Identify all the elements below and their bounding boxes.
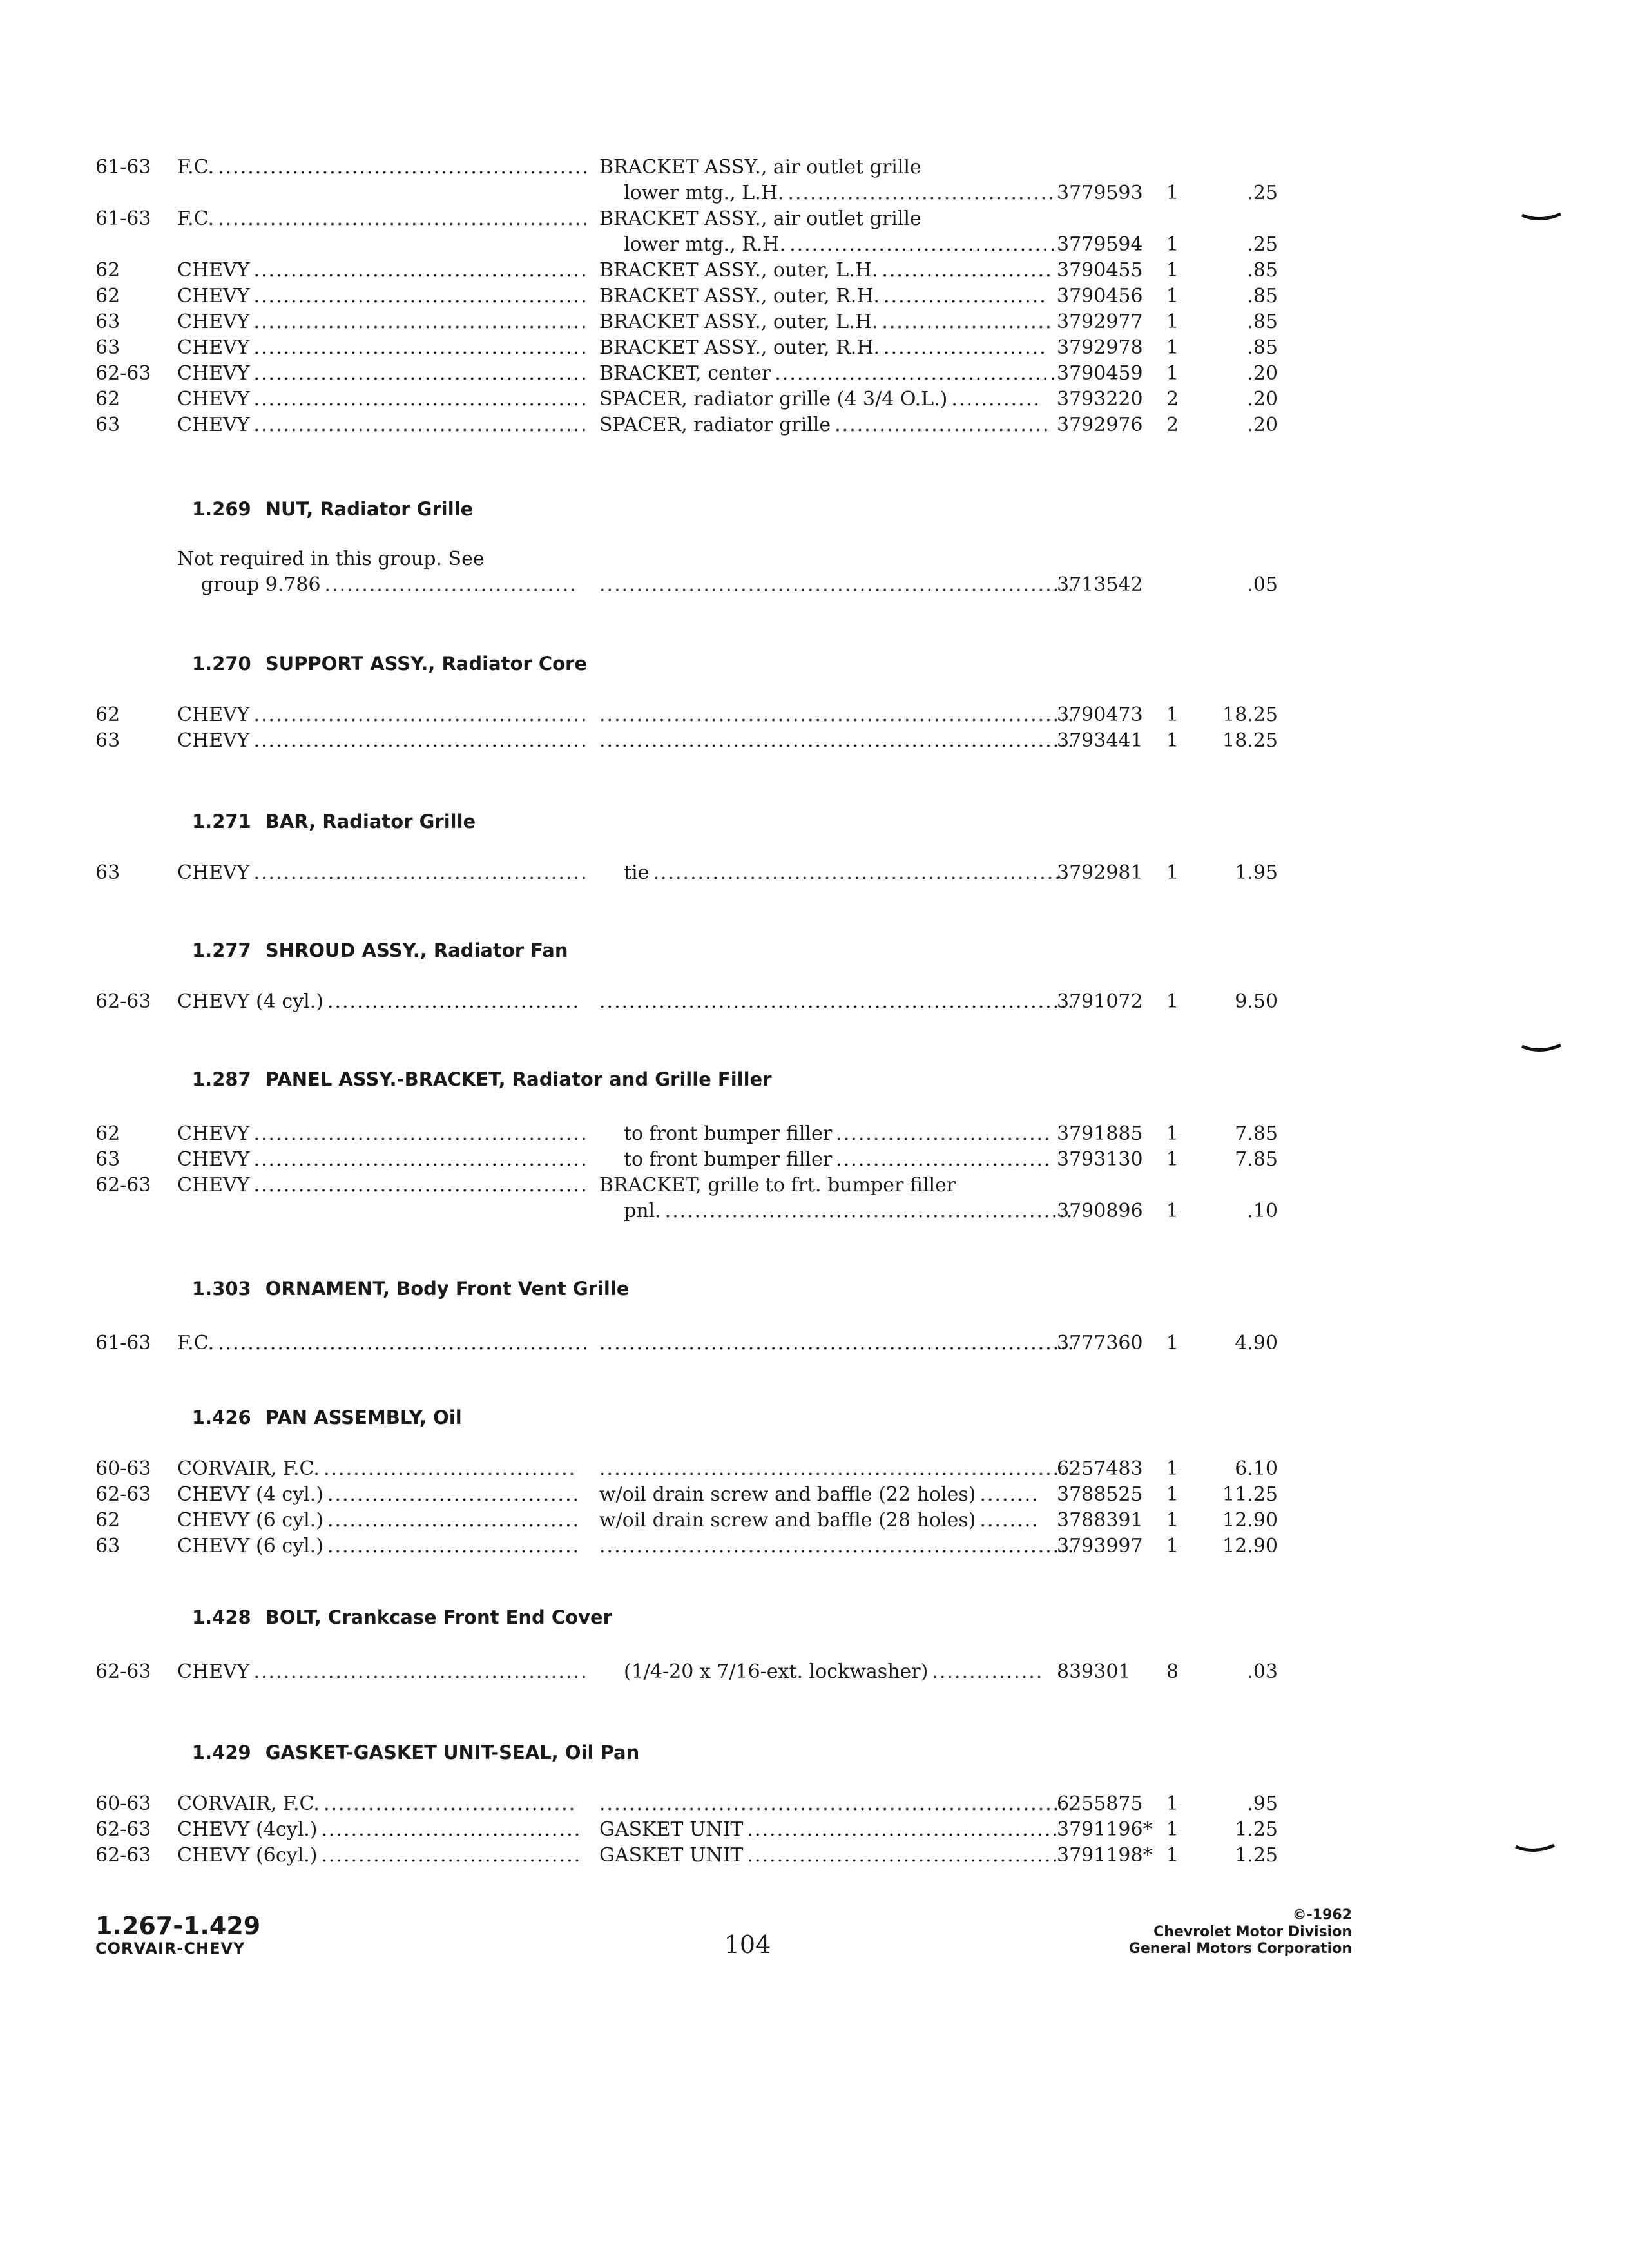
model-cell: CHEVY	[177, 1122, 250, 1145]
leader-dots: ..................................	[327, 1483, 581, 1506]
leader-dots: .............................................	[253, 1148, 588, 1171]
description-cell: SPACER, radiator grille	[599, 414, 831, 436]
table-row	[0, 546, 1629, 572]
section-number: 1.426	[192, 1407, 251, 1428]
part-number-cell: 6257483	[1057, 1457, 1143, 1480]
leader-dots: ......................	[883, 285, 1047, 307]
price-cell: 11.25	[1222, 1483, 1278, 1506]
leader-dots: ..................................................	[218, 207, 590, 230]
part-number-cell: 3779594	[1057, 233, 1143, 256]
price-cell: .25	[1247, 233, 1278, 256]
table-row	[0, 1482, 1629, 1508]
section-title: SHROUD ASSY., Radiator Fan	[265, 939, 568, 961]
model-cell: CHEVY	[177, 704, 250, 726]
section-number: 1.270	[192, 653, 251, 675]
model-cell: CHEVY	[177, 362, 250, 385]
table-row	[0, 1659, 1629, 1685]
quantity-cell: 1	[1166, 729, 1179, 752]
price-cell: 18.25	[1222, 729, 1278, 752]
part-number-cell: 3790896	[1057, 1200, 1143, 1222]
table-row	[0, 232, 1629, 258]
model-cell: F.C.	[177, 207, 215, 230]
section-number: 1.429	[192, 1742, 251, 1763]
year-cell: 62-63	[95, 1844, 151, 1867]
table-row	[0, 1791, 1629, 1817]
leader-dots: ................................................................	[599, 729, 1075, 752]
leader-dots: .............................	[834, 414, 1050, 436]
section-number: 1.428	[192, 1606, 251, 1628]
description-cell: BRACKET ASSY., outer, R.H.	[599, 285, 880, 307]
leader-dots: .......................	[882, 311, 1053, 333]
price-cell: 1.95	[1235, 861, 1278, 884]
part-number-cell: 3790459	[1057, 362, 1143, 385]
section-title: NUT, Radiator Grille	[265, 498, 474, 520]
leader-dots: ........	[979, 1509, 1039, 1532]
part-number-cell: 3793441	[1057, 729, 1143, 752]
table-row	[0, 387, 1629, 412]
price-cell: 4.90	[1235, 1332, 1278, 1354]
part-number-cell: 3790456	[1057, 285, 1143, 307]
price-cell: .03	[1247, 1660, 1278, 1683]
leader-dots: ..................................	[327, 1509, 581, 1532]
description-cell: BRACKET ASSY., outer, L.H.	[599, 259, 878, 282]
table-row	[0, 1456, 1629, 1482]
quantity-cell: 1	[1166, 1148, 1179, 1171]
part-number-cell: 3791072	[1057, 990, 1143, 1013]
section-title: BAR, Radiator Grille	[265, 811, 476, 832]
section-heading	[192, 1405, 462, 1430]
quantity-cell: 1	[1166, 1483, 1179, 1506]
model-cell: CHEVY	[177, 729, 250, 752]
description-cell: pnl.	[624, 1200, 661, 1222]
description-cell: lower mtg., L.H.	[624, 182, 784, 204]
quantity-cell: 1	[1166, 861, 1179, 884]
year-cell: 62-63	[95, 1174, 151, 1196]
year-cell: 60-63	[95, 1457, 151, 1480]
description-cell: w/oil drain screw and baffle (22 holes)	[599, 1483, 976, 1506]
section-title: BOLT, Crankcase Front End Cover	[265, 1606, 612, 1628]
leader-dots: ......................................	[775, 362, 1057, 385]
price-cell: .85	[1247, 285, 1278, 307]
year-cell: 63	[95, 414, 120, 436]
leader-dots: .............................................	[253, 336, 588, 359]
part-number-cell: 3788391	[1057, 1509, 1143, 1532]
table-row	[0, 572, 1629, 598]
table-row	[0, 206, 1629, 232]
price-cell: 7.85	[1235, 1122, 1278, 1145]
description-cell: (1/4-20 x 7/16-ext. lockwasher)	[624, 1660, 929, 1683]
part-number-cell: 3793130	[1057, 1148, 1143, 1171]
leader-dots: ..................................	[323, 1792, 577, 1815]
price-cell: .85	[1247, 336, 1278, 359]
table-row	[0, 284, 1629, 309]
model-cell: CHEVY (6 cyl.)	[177, 1509, 323, 1532]
section-heading	[192, 651, 587, 677]
section-heading	[192, 1604, 612, 1630]
margin-mark-icon	[1514, 1844, 1556, 1856]
model-cell: CORVAIR, F.C.	[177, 1792, 320, 1815]
price-cell: .20	[1247, 388, 1278, 410]
table-row	[0, 1331, 1629, 1356]
quantity-cell: 2	[1166, 414, 1179, 436]
part-number-cell: 3791885	[1057, 1122, 1143, 1145]
model-cell: CHEVY	[177, 336, 250, 359]
leader-dots: ...............	[932, 1660, 1044, 1683]
part-number-cell: 3792981	[1057, 861, 1143, 884]
year-cell: 63	[95, 1535, 120, 1557]
year-cell: 62	[95, 285, 120, 307]
quantity-cell: 1	[1166, 362, 1179, 385]
page-number: 104	[724, 1930, 771, 1959]
table-row	[0, 155, 1629, 180]
table-row	[0, 702, 1629, 728]
leader-dots: .............................................	[253, 388, 588, 410]
section-title: ORNAMENT, Body Front Vent Grille	[265, 1278, 630, 1300]
year-cell: 62-63	[95, 990, 151, 1013]
quantity-cell: 1	[1166, 1332, 1179, 1354]
part-number-cell: 3777360	[1057, 1332, 1143, 1354]
table-row	[0, 180, 1629, 206]
price-cell: .20	[1247, 362, 1278, 385]
description-cell: to front bumper filler	[624, 1122, 833, 1145]
description-cell: GASKET UNIT	[599, 1818, 744, 1841]
description-cell: w/oil drain screw and baffle (28 holes)	[599, 1509, 976, 1532]
quantity-cell: 1	[1166, 704, 1179, 726]
table-row	[0, 361, 1629, 387]
leader-dots: .............................................	[253, 285, 588, 307]
leader-dots: ..................................	[324, 573, 577, 596]
year-cell: 62	[95, 259, 120, 282]
year-cell: 62-63	[95, 362, 151, 385]
section-heading	[192, 1276, 629, 1302]
year-cell: 62	[95, 1122, 120, 1145]
price-cell: .10	[1247, 1200, 1278, 1222]
price-cell: 1.25	[1235, 1844, 1278, 1867]
price-cell: .85	[1247, 311, 1278, 333]
section-number: 1.277	[192, 939, 251, 961]
leader-dots: ........................................................	[653, 861, 1070, 884]
table-row	[0, 309, 1629, 335]
quantity-cell: 1	[1166, 1457, 1179, 1480]
leader-dots: ............	[951, 388, 1041, 410]
table-row	[0, 860, 1629, 886]
model-cell: CHEVY (6cyl.)	[177, 1844, 318, 1867]
quantity-cell: 1	[1166, 233, 1179, 256]
year-cell: 61-63	[95, 1332, 151, 1354]
model-cell: CHEVY (4 cyl.)	[177, 990, 323, 1013]
part-number-cell: 3790473	[1057, 704, 1143, 726]
table-row	[0, 258, 1629, 284]
price-cell: .85	[1247, 259, 1278, 282]
leader-dots: ....................................	[787, 182, 1055, 204]
model-cell: CHEVY (4 cyl.)	[177, 1483, 323, 1506]
table-row	[0, 1817, 1629, 1843]
table-row	[0, 412, 1629, 438]
year-cell: 62	[95, 1509, 120, 1532]
part-number-cell: 3793997	[1057, 1535, 1143, 1557]
description-cell: lower mtg., R.H.	[624, 233, 786, 256]
year-cell: 61-63	[95, 207, 151, 230]
description-cell: tie	[624, 861, 650, 884]
leader-dots: ................................................................	[599, 573, 1075, 596]
year-cell: 62	[95, 704, 120, 726]
table-row	[0, 1533, 1629, 1559]
table-row	[0, 989, 1629, 1015]
section-heading	[192, 496, 473, 522]
section-title: SUPPORT ASSY., Radiator Core	[265, 653, 588, 675]
section-number: 1.269	[192, 498, 251, 520]
year-cell: 63	[95, 729, 120, 752]
leader-dots: ...................................	[321, 1818, 582, 1841]
year-cell: 60-63	[95, 1792, 151, 1815]
quantity-cell: 1	[1166, 285, 1179, 307]
part-number-cell: 3713542	[1057, 573, 1143, 596]
quantity-cell: 1	[1166, 990, 1179, 1013]
quantity-cell: 1	[1166, 1818, 1179, 1841]
description-cell: to front bumper filler	[624, 1148, 833, 1171]
leader-dots: ..................................................	[218, 156, 590, 178]
section-heading	[192, 1066, 772, 1092]
quantity-cell: 1	[1166, 182, 1179, 204]
quantity-cell: 1	[1166, 311, 1179, 333]
year-cell: 62-63	[95, 1818, 151, 1841]
leader-dots: ........	[979, 1483, 1039, 1506]
part-number-cell: 3790455	[1057, 259, 1143, 282]
year-cell: 62-63	[95, 1483, 151, 1506]
price-cell: .25	[1247, 182, 1278, 204]
leader-dots: ................................................................	[599, 1457, 1075, 1480]
item-note: Not required in this group. See	[177, 548, 485, 570]
leader-dots: .............................	[836, 1148, 1052, 1171]
table-row	[0, 1173, 1629, 1198]
margin-mark-icon	[1521, 213, 1562, 224]
table-row	[0, 1198, 1629, 1224]
margin-mark-icon	[1521, 1044, 1562, 1055]
year-cell: 63	[95, 861, 120, 884]
part-number-cell: 3792978	[1057, 336, 1143, 359]
table-row	[0, 1147, 1629, 1173]
leader-dots: ..................................	[327, 990, 581, 1013]
description-cell: BRACKET ASSY., outer, R.H.	[599, 336, 880, 359]
year-cell: 63	[95, 1148, 120, 1171]
section-title: PANEL ASSY.-BRACKET, Radiator and Grille Filler	[265, 1068, 772, 1090]
description-cell: SPACER, radiator grille (4 3/4 O.L.)	[599, 388, 948, 410]
footer-division: Chevrolet Motor Division	[1153, 1924, 1352, 1940]
description-cell: BRACKET, center	[599, 362, 771, 385]
leader-dots: .............................................	[253, 259, 588, 282]
quantity-cell: 1	[1166, 259, 1179, 282]
model-cell: CHEVY	[177, 1148, 250, 1171]
model-cell: F.C.	[177, 1332, 215, 1354]
quantity-cell: 2	[1166, 388, 1179, 410]
part-number-cell: 6255875	[1057, 1792, 1143, 1815]
footer-copyright: ©-1962	[1292, 1907, 1352, 1923]
table-row	[0, 1508, 1629, 1533]
part-number-cell: 3791196*	[1057, 1818, 1153, 1841]
leader-dots: ......................	[883, 336, 1047, 359]
part-number-cell: 3788525	[1057, 1483, 1143, 1506]
footer-left	[95, 1912, 260, 1957]
model-cell: CHEVY	[177, 311, 250, 333]
model-cell: CHEVY	[177, 861, 250, 884]
price-cell: 1.25	[1235, 1818, 1278, 1841]
price-cell: .05	[1247, 573, 1278, 596]
leader-dots: .............................................	[253, 729, 588, 752]
leader-dots: ..........................................	[747, 1844, 1059, 1867]
leader-dots: ....................................	[789, 233, 1057, 256]
model-cell: CHEVY	[177, 388, 250, 410]
section-number: 1.303	[192, 1278, 251, 1300]
model-cell: CHEVY	[177, 1174, 250, 1196]
item-note: group 9.786	[201, 573, 321, 596]
section-heading	[192, 809, 476, 834]
model-cell: CHEVY	[177, 1660, 250, 1683]
leader-dots: .............................................	[253, 1174, 588, 1196]
price-cell: 9.50	[1235, 990, 1278, 1013]
description-cell: BRACKET ASSY., outer, L.H.	[599, 311, 878, 333]
section-heading	[192, 937, 568, 963]
price-cell: 12.90	[1222, 1535, 1278, 1557]
section-number: 1.271	[192, 811, 251, 832]
table-row	[0, 1843, 1629, 1869]
price-cell: 6.10	[1235, 1457, 1278, 1480]
price-cell: 18.25	[1222, 704, 1278, 726]
footer-corporation: General Motors Corporation	[1128, 1941, 1352, 1957]
model-cell: CORVAIR, F.C.	[177, 1457, 320, 1480]
leader-dots: .............................	[836, 1122, 1052, 1145]
description-cell: BRACKET ASSY., air outlet grille	[599, 156, 921, 178]
leader-dots: ................................................................	[599, 990, 1075, 1013]
section-title: GASKET-GASKET UNIT-SEAL, Oil Pan	[265, 1742, 640, 1763]
description-cell: BRACKET, grille to frt. bumper filler	[599, 1174, 956, 1196]
table-row	[0, 728, 1629, 754]
leader-dots: ..........................................	[747, 1818, 1059, 1841]
price-cell: 7.85	[1235, 1148, 1278, 1171]
model-cell: CHEVY	[177, 285, 250, 307]
table-row	[0, 335, 1629, 361]
quantity-cell: 1	[1166, 1535, 1179, 1557]
table-row	[0, 1121, 1629, 1147]
section-title: PAN ASSEMBLY, Oil	[265, 1407, 462, 1428]
part-number-cell: 3779593	[1057, 182, 1143, 204]
footer-series: CORVAIR-CHEVY	[95, 1939, 246, 1957]
price-cell: 12.90	[1222, 1509, 1278, 1532]
year-cell: 61-63	[95, 156, 151, 178]
leader-dots: ..................................	[327, 1535, 581, 1557]
leader-dots: .............................................	[253, 704, 588, 726]
leader-dots: .............................................	[253, 311, 588, 333]
footer-right	[1129, 1907, 1352, 1957]
leader-dots: .............................................	[253, 1660, 588, 1683]
leader-dots: ................................................................	[599, 1332, 1075, 1354]
leader-dots: .............................................	[253, 1122, 588, 1145]
year-cell: 62	[95, 388, 120, 410]
leader-dots: ..................................	[323, 1457, 577, 1480]
model-cell: CHEVY (4cyl.)	[177, 1818, 318, 1841]
leader-dots: ...................................	[321, 1844, 582, 1867]
price-cell: .20	[1247, 414, 1278, 436]
year-cell: 62-63	[95, 1660, 151, 1683]
quantity-cell: 1	[1166, 1200, 1179, 1222]
section-heading	[192, 1740, 639, 1765]
leader-dots: .............................................	[253, 861, 588, 884]
part-number-cell: 3793220	[1057, 388, 1143, 410]
year-cell: 63	[95, 311, 120, 333]
model-cell: F.C.	[177, 156, 215, 178]
description-cell: BRACKET ASSY., air outlet grille	[599, 207, 921, 230]
quantity-cell: 1	[1166, 336, 1179, 359]
quantity-cell: 8	[1166, 1660, 1179, 1683]
leader-dots: ................................................................	[599, 704, 1075, 726]
leader-dots: .......................................................	[664, 1200, 1074, 1222]
leader-dots: ................................................................	[599, 1535, 1075, 1557]
leader-dots: ................................................................	[599, 1792, 1075, 1815]
section-number: 1.287	[192, 1068, 251, 1090]
description-cell: GASKET UNIT	[599, 1844, 744, 1867]
leader-dots: ..................................................	[218, 1332, 590, 1354]
leader-dots: .............................................	[253, 362, 588, 385]
model-cell: CHEVY (6 cyl.)	[177, 1535, 323, 1557]
quantity-cell: 1	[1166, 1122, 1179, 1145]
leader-dots: .............................................	[253, 414, 588, 436]
quantity-cell: 1	[1166, 1792, 1179, 1815]
footer-group-range: 1.267-1.429	[95, 1912, 261, 1940]
part-number-cell: 839301	[1057, 1660, 1131, 1683]
model-cell: CHEVY	[177, 259, 250, 282]
model-cell: CHEVY	[177, 414, 250, 436]
year-cell: 63	[95, 336, 120, 359]
quantity-cell: 1	[1166, 1509, 1179, 1532]
price-cell: .95	[1247, 1792, 1278, 1815]
part-number-cell: 3791198*	[1057, 1844, 1153, 1867]
part-number-cell: 3792976	[1057, 414, 1143, 436]
quantity-cell: 1	[1166, 1844, 1179, 1867]
part-number-cell: 3792977	[1057, 311, 1143, 333]
leader-dots: .......................	[882, 259, 1053, 282]
